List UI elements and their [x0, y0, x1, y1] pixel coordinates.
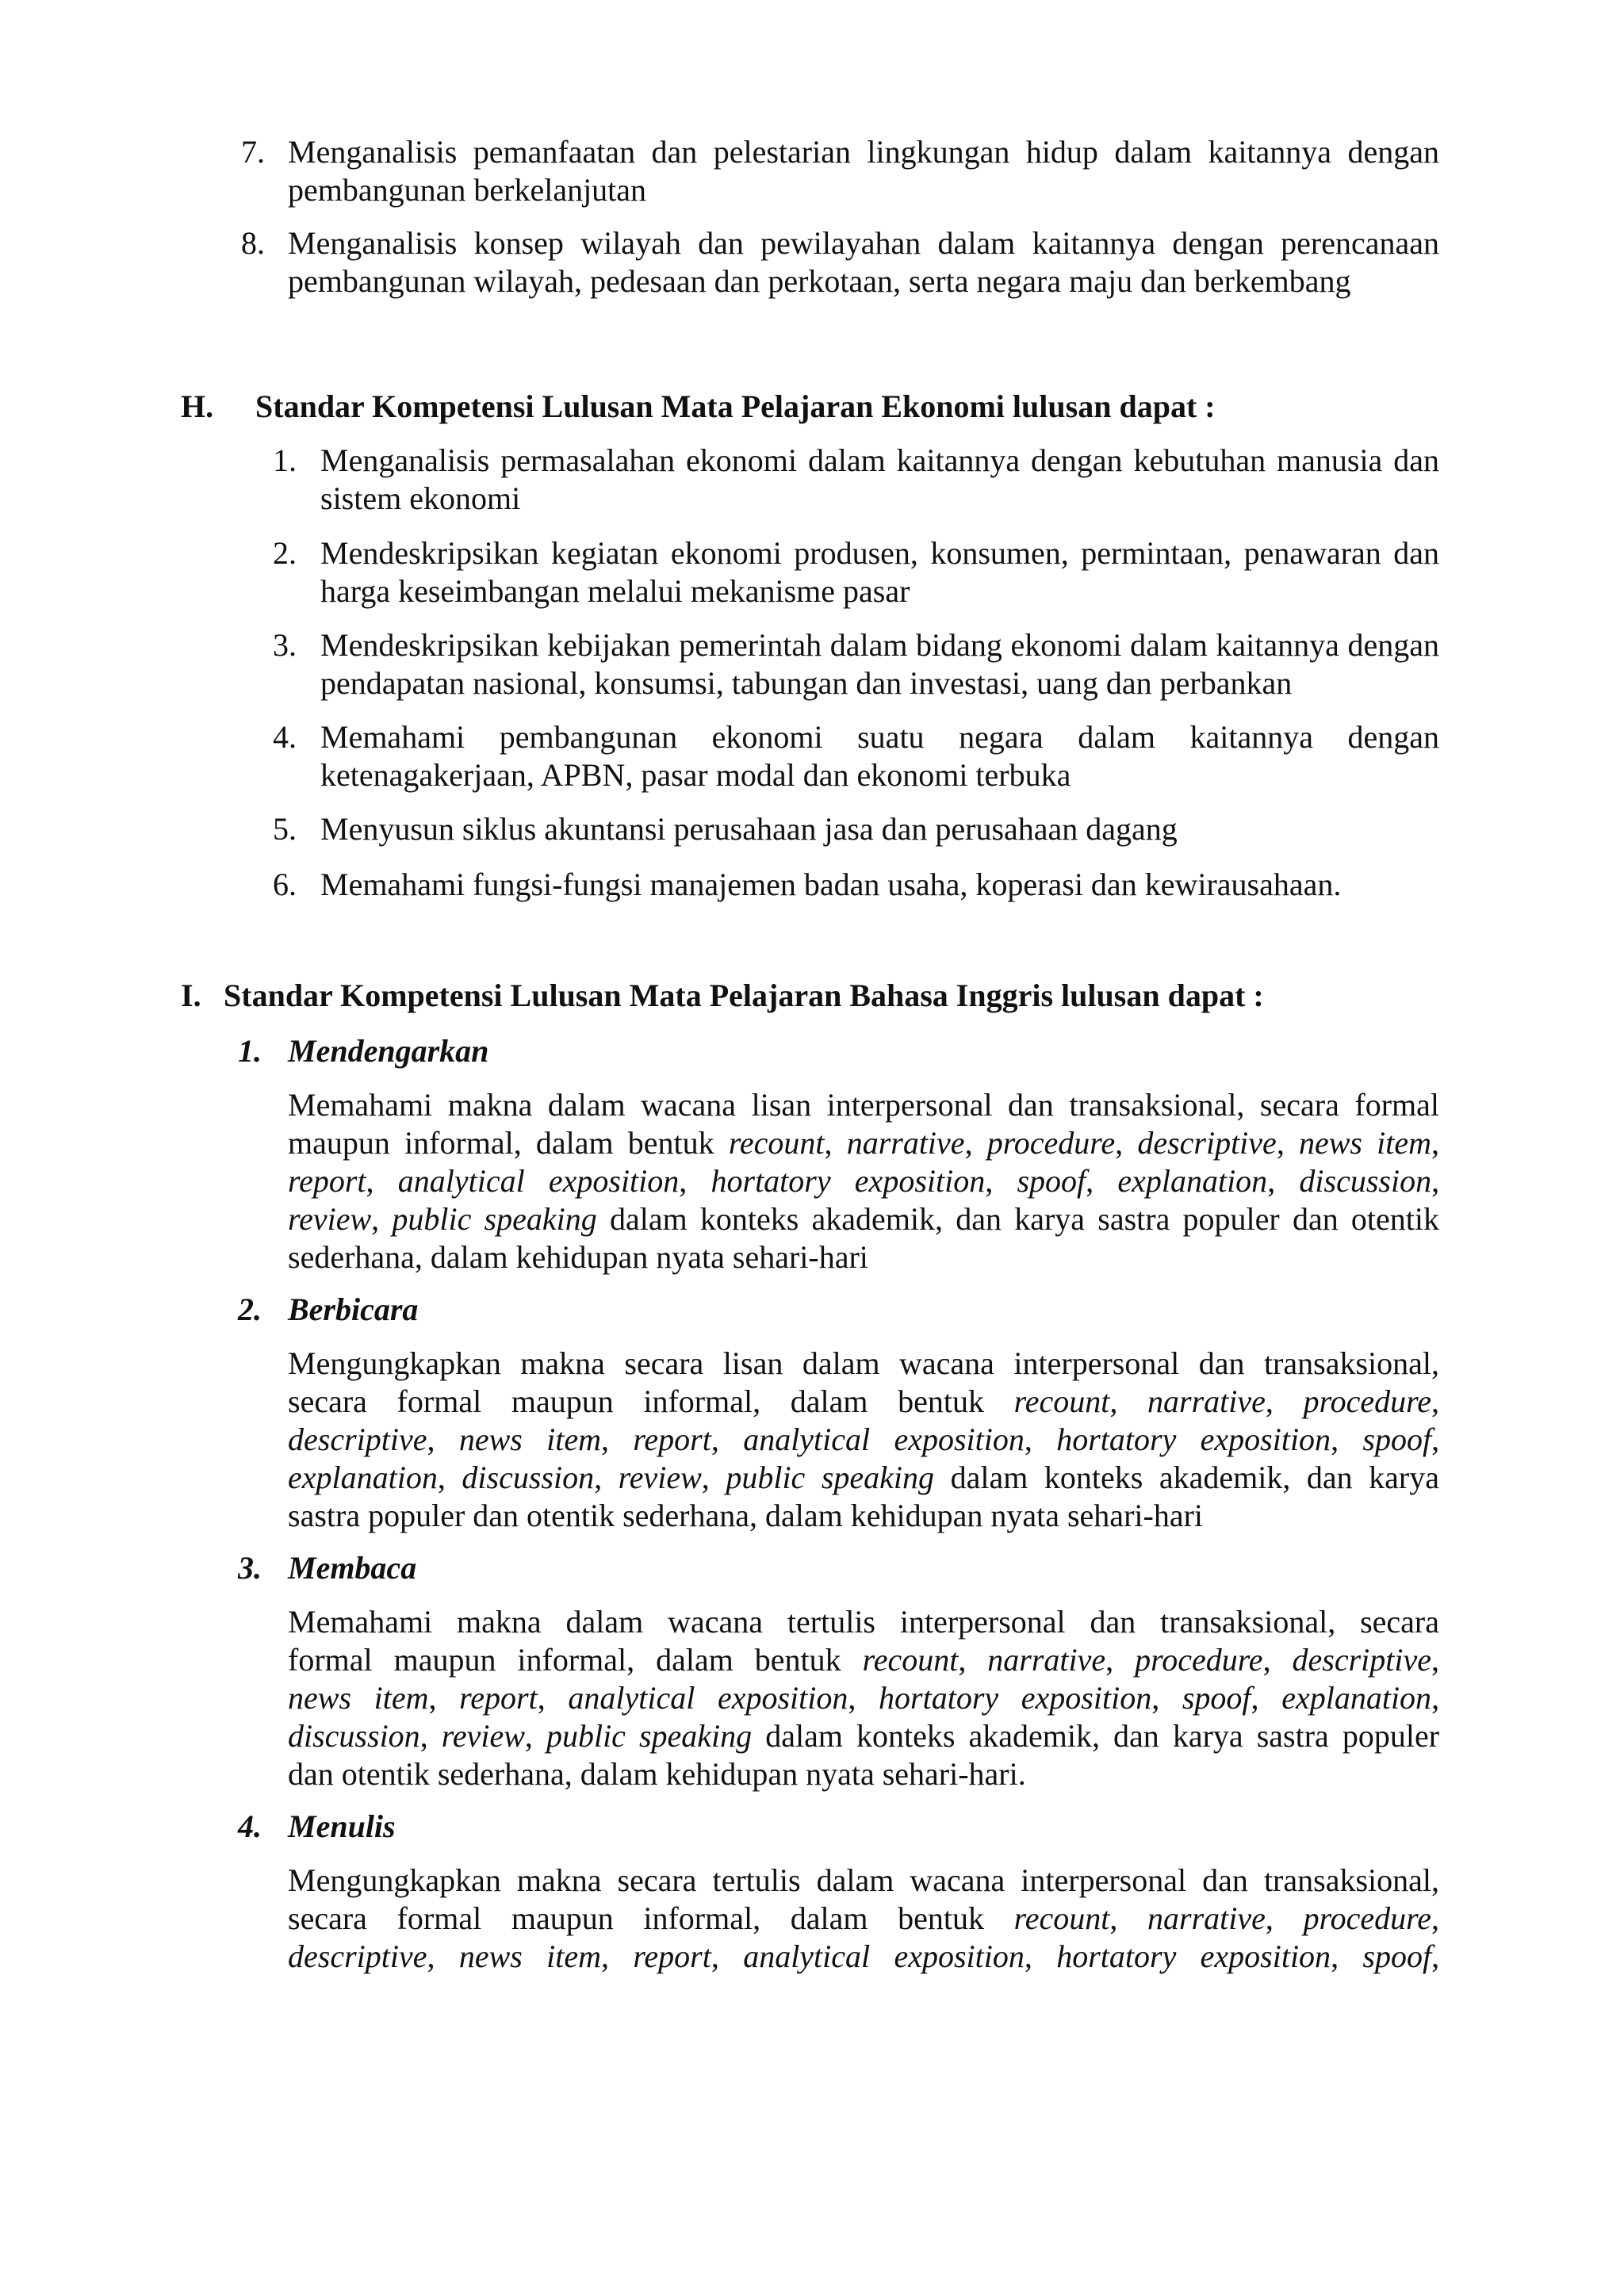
list-item-text: Mendeskripsikan kegiatan ekonomi produsen, konsumen, permintaan, penawaran dan harga keseimbangan melalui mekanisme pasar [320, 535, 1439, 609]
list-item-text: Menganalisis pemanfaatan dan pelestarian lingkungan hidup dalam kaitannya dengan pembangunan berkelanjutan [288, 134, 1439, 208]
paragraph-line: Memahami makna dalam wacana tertulis interpersonal dan transaksional, secara [288, 1604, 1439, 1640]
list-item-text: Menyusun siklus akuntansi perusahaan jasa dan perusahaan dagang [320, 811, 1178, 847]
skill-number: 2. [238, 1292, 262, 1327]
list-number: 3. [273, 627, 297, 663]
list-item-text: Memahami pembangunan ekonomi suatu negara dalam kaitannya dengan ketenagakerjaan, APBN, pasar modal dan ekonomi terbuka [320, 719, 1439, 793]
paragraph-line: report, analytical exposition, hortatory exposition, spoof, explanation, discussion, [288, 1163, 1440, 1199]
skill-paragraph [288, 1345, 1439, 1535]
list-number: 7. [241, 134, 265, 170]
paragraph-line: dan otentik sederhana, dalam kehidupan nyata sehari-hari. [288, 1756, 1026, 1792]
paragraph-line: explanation, discussion, review, public speaking dalam konteks akademik, dan karya [288, 1460, 1440, 1495]
section-letter: I. [181, 978, 201, 1013]
list-number: 2. [273, 535, 297, 571]
paragraph-line: maupun informal, dalam bentuk recount, narrative, procedure, descriptive, news item, [288, 1125, 1439, 1161]
paragraph-line: secara formal maupun informal, dalam bentuk recount, narrative, procedure, [288, 1383, 1439, 1419]
skill-number: 4. [238, 1808, 262, 1844]
skill-paragraph [288, 1086, 1439, 1276]
section-title: Standar Kompetensi Lulusan Mata Pelajaran Ekonomi lulusan dapat : [255, 388, 1216, 424]
skill-title: Mendengarkan [288, 1033, 489, 1069]
list-item-text: Menganalisis konsep wilayah dan pewilayahan dalam kaitannya dengan perencanaan pembangunan wilayah, pedesaan dan perkotaan, serta negara maju dan berkembang [288, 225, 1439, 299]
list-number: 5. [273, 811, 297, 847]
paragraph-line: secara formal maupun informal, dalam bentuk recount, narrative, procedure, [288, 1900, 1439, 1936]
paragraph-line: descriptive, news item, report, analytical exposition, hortatory exposition, spoof, [288, 1422, 1440, 1457]
paragraph-line: review, public speaking dalam konteks akademik, dan karya sastra populer dan otentik [288, 1201, 1440, 1237]
skill-title: Menulis [288, 1808, 396, 1844]
paragraph-line: discussion, review, public speaking dalam konteks akademik, dan karya sastra populer [288, 1718, 1440, 1754]
paragraph-line: sastra populer dan otentik sederhana, dalam kehidupan nyata sehari-hari [288, 1498, 1204, 1533]
skill-title: Berbicara [288, 1292, 419, 1327]
skill-paragraph [288, 1862, 1439, 1976]
paragraph-line: Mengungkapkan makna secara tertulis dalam wacana interpersonal dan transaksional, [288, 1862, 1439, 1898]
skill-number: 1. [238, 1033, 262, 1069]
paragraph-line: sederhana, dalam kehidupan nyata sehari-hari [288, 1239, 868, 1275]
paragraph-line: news item, report, analytical exposition, hortatory exposition, spoof, explanation, [288, 1680, 1440, 1716]
paragraph-line: Mengungkapkan makna secara lisan dalam wacana interpersonal dan transaksional, [288, 1345, 1439, 1381]
section-letter: H. [181, 388, 214, 424]
list-number: 4. [273, 719, 297, 755]
skill-title: Membaca [288, 1550, 417, 1586]
section-title: Standar Kompetensi Lulusan Mata Pelajaran Bahasa Inggris lulusan dapat : [224, 978, 1264, 1013]
skill-number: 3. [238, 1550, 262, 1586]
paragraph-line: Memahami makna dalam wacana lisan interpersonal dan transaksional, secara formal [288, 1087, 1439, 1123]
list-item-text: Memahami fungsi-fungsi manajemen badan usaha, koperasi dan kewirausahaan. [320, 867, 1342, 902]
paragraph-line: descriptive, news item, report, analytical exposition, hortatory exposition, spoof, [288, 1938, 1440, 1974]
skill-paragraph [288, 1603, 1439, 1793]
list-number: 6. [273, 867, 297, 902]
list-number: 8. [241, 225, 265, 261]
list-number: 1. [273, 442, 297, 478]
list-item-text: Mendeskripsikan kebijakan pemerintah dalam bidang ekonomi dalam kaitannya dengan pendapatan nasional, konsumsi, tabungan dan investasi, uang dan perbankan [320, 627, 1439, 701]
paragraph-line: formal maupun informal, dalam bentuk recount, narrative, procedure, descriptive, [288, 1642, 1440, 1678]
list-item-text: Menganalisis permasalahan ekonomi dalam kaitannya dengan kebutuhan manusia dan sistem ekonomi [320, 442, 1439, 516]
